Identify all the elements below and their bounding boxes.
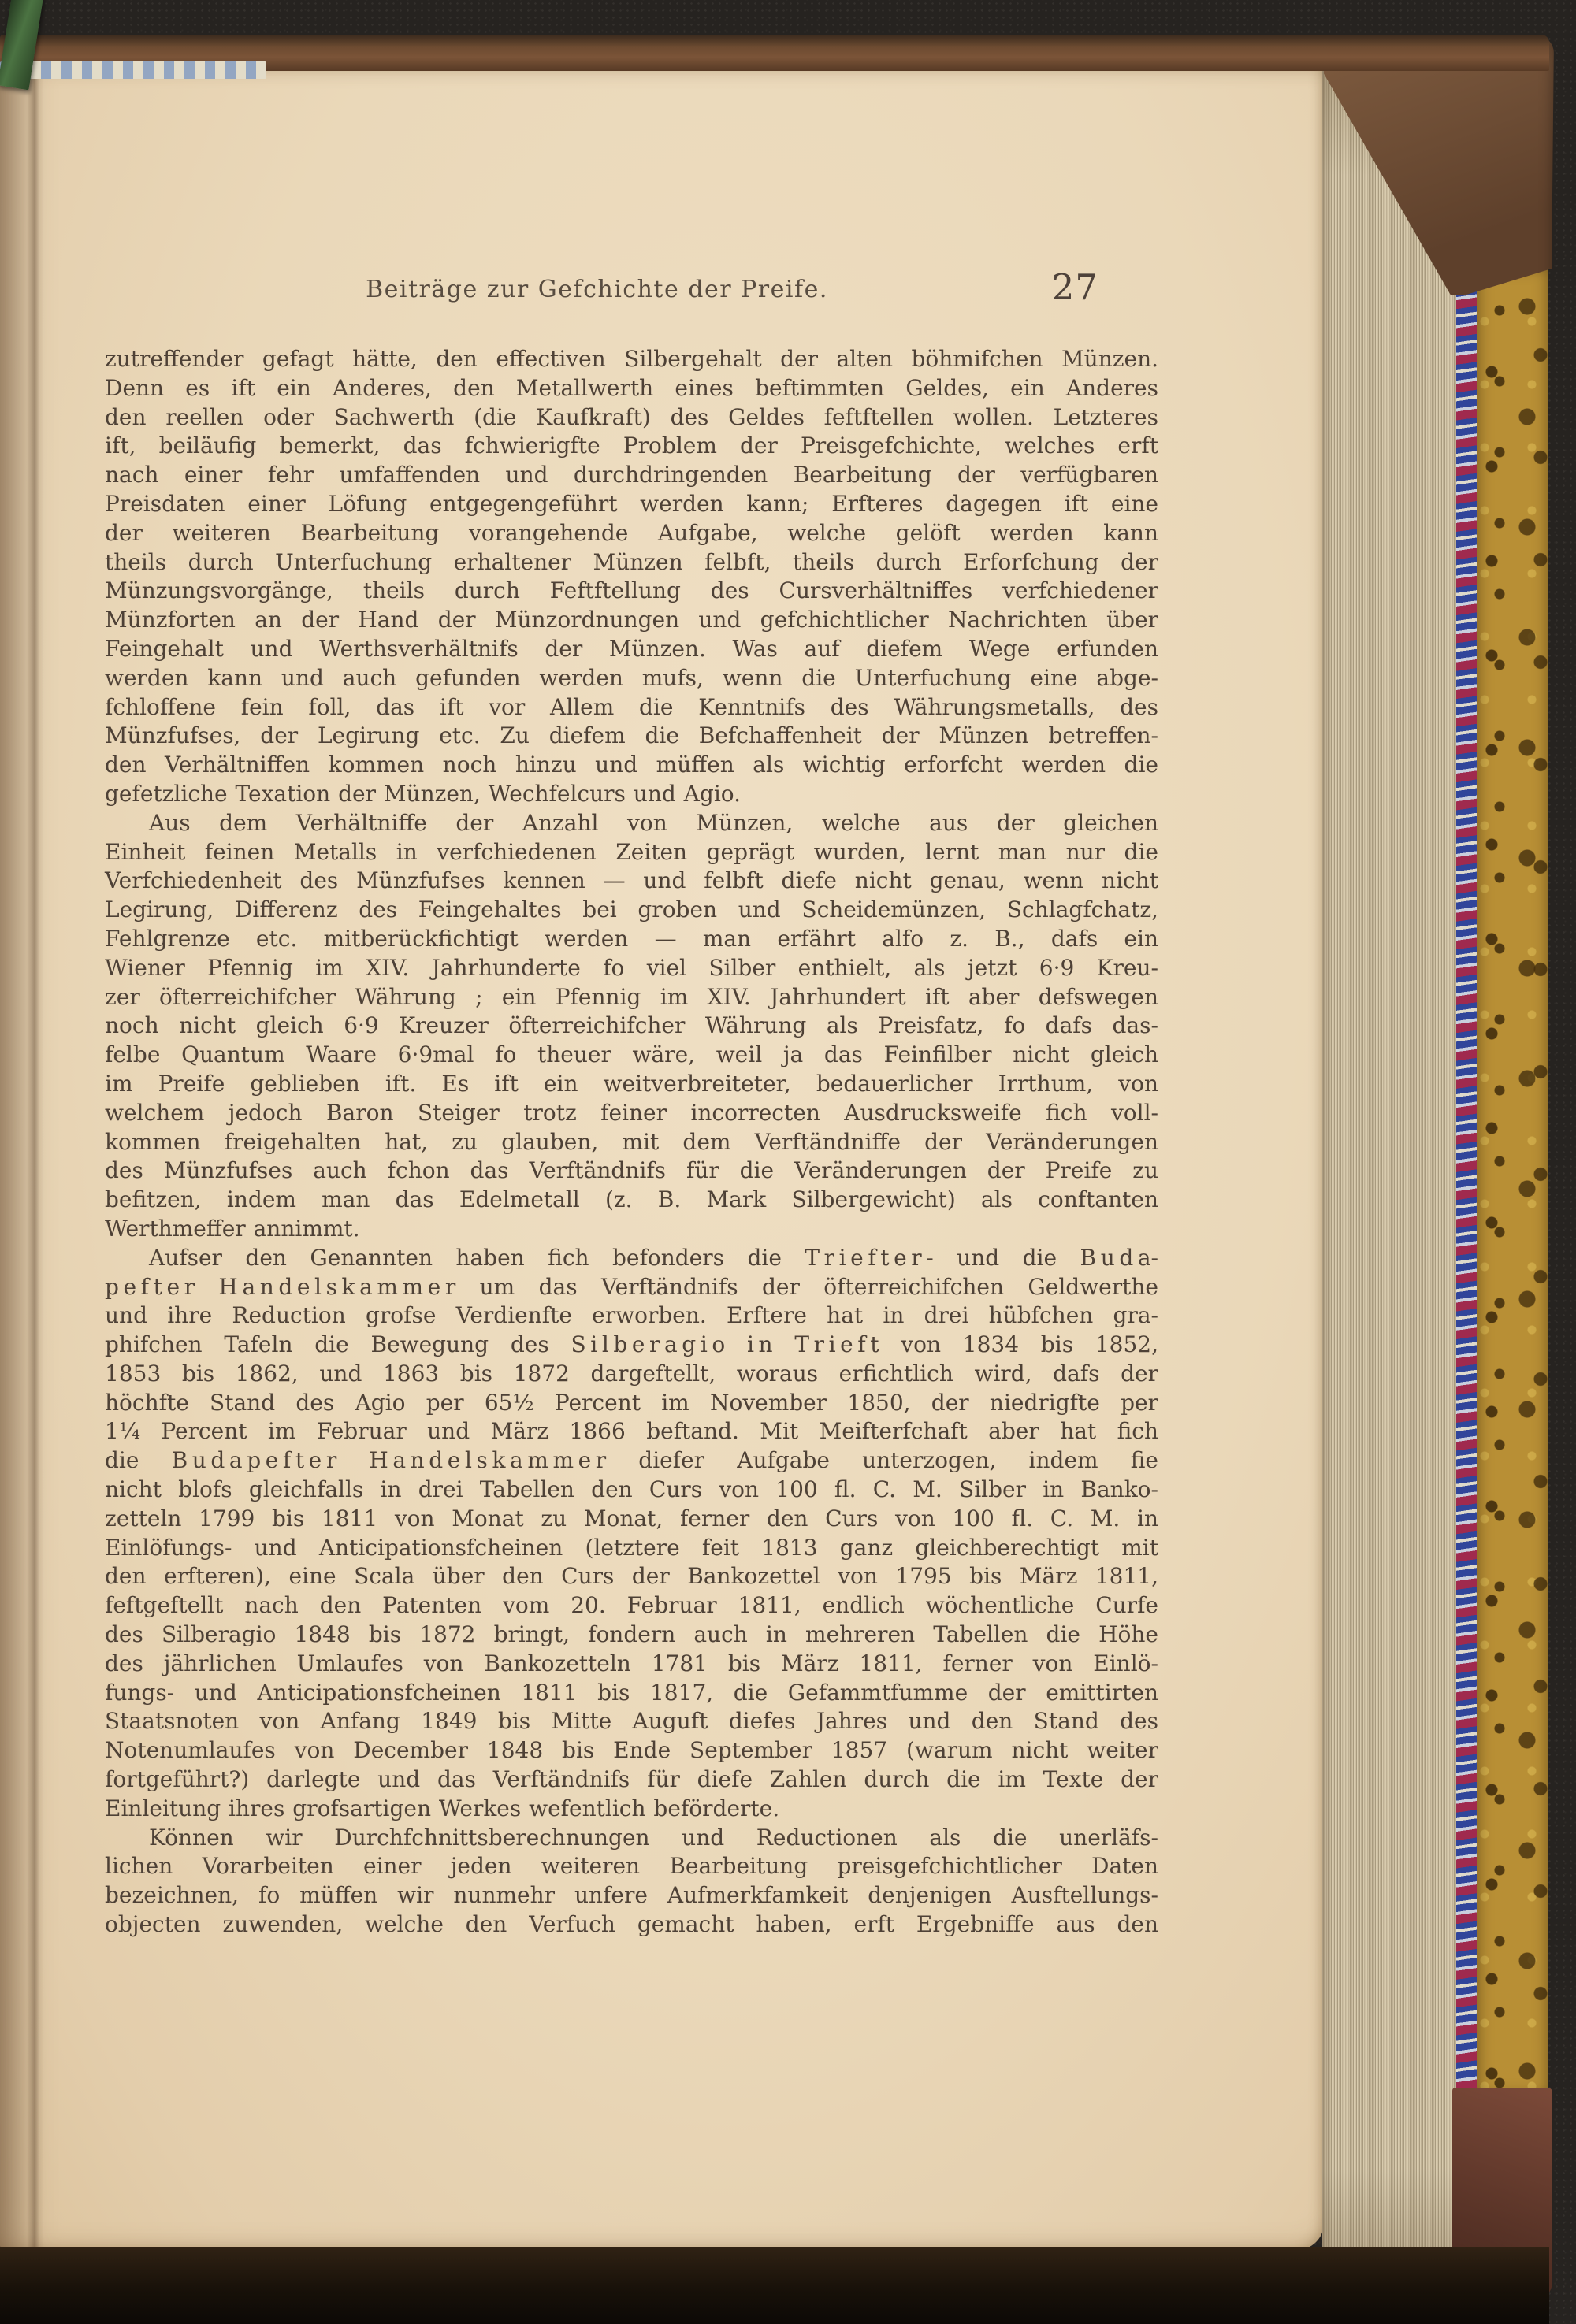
paragraph: [105, 1244, 1158, 1824]
text-line: Werthmeffer annimmt.: [105, 1215, 360, 1242]
text-line: 1853 bis 1862, und 1863 bis 1872 dargeftellt, woraus erfichtlich wird, dafs der: [105, 1360, 1158, 1387]
text-line: des jährlichen Umlaufes von Bankozetteln 1781 bis März 1811, ferner von Einlö-: [105, 1650, 1158, 1676]
text-line: Wiener Pfennig im XIV. Jahrhunderte fo viel Silber enthielt, als jetzt 6·9 Kreu-: [105, 954, 1158, 981]
text-line: Legirung, Differenz des Feingehaltes bei groben und Scheidemünzen, Schlagfchatz,: [105, 897, 1158, 923]
text-block: [105, 345, 1158, 1940]
page-gutter-shadow: [27, 68, 44, 2250]
text-line: welchem jedoch Baron Steiger trotz feiner incorrecten Ausdrucksweife fich voll-: [105, 1099, 1158, 1126]
text-line: kommen freigehalten hat, zu glauben, mit dem Verftändniffe der Veränderungen: [105, 1128, 1158, 1155]
paragraph: [105, 809, 1158, 1244]
text-line: zer öfterreichifcher Währung ; ein Pfennig im XIV. Jahrhundert ift aber defswegen: [105, 983, 1158, 1010]
text-line: Feingehalt und Werthsverhältnifs der Münzen. Was auf diefem Wege erfunden: [105, 635, 1158, 662]
text-line: nach einer fehr umfaffenden und durchdringenden Bearbeitung der verfügbaren: [105, 462, 1158, 488]
text-line: objecten zuwenden, welche den Verfuch gemacht haben, erft Ergebniffe aus den: [105, 1911, 1158, 1938]
text-line: Münzfufses, der Legirung etc. Zu diefem die Befchaffenheit der Münzen betreffen-: [105, 722, 1158, 749]
text-line: die B u d a p e f t e r H a n d e l s k a m m e r diefer Aufgabe unterzogen, indem fie: [105, 1447, 1158, 1474]
text-line: befitzen, indem man das Edelmetall (z. B. Mark Silbergewicht) als conftanten: [105, 1186, 1158, 1213]
marbled-endpaper-strip: [1456, 290, 1478, 2259]
text-line: Fehlgrenze etc. mitberückfichtigt werden — man erfährt alfo z. B., dafs ein: [105, 925, 1158, 952]
text-line: der weiteren Bearbeitung vorangehende Aufgabe, welche gelöft werden kann: [105, 519, 1158, 546]
text-line: fortgeführt?) darlegte und das Verftändnifs für diefe Zahlen durch die im Texte der: [105, 1766, 1158, 1793]
text-line: Einlöfungs- und Anticipationsfcheinen (letztere feit 1813 ganz gleichberechtigt mit: [105, 1534, 1158, 1561]
text-line: Münzforten an der Hand der Münzordnungen und gefchichtlicher Nachrichten über: [105, 607, 1158, 633]
page-stack-fore-edge: [1322, 66, 1456, 2263]
text-line: Aus dem Verhältniffe der Anzahl von Münzen, welche aus der gleichen: [149, 809, 1158, 836]
text-line: Verfchiedenheit des Münzfufses kennen — und felbft diefe nicht genau, wenn nicht: [105, 867, 1158, 894]
text-line: Münzungsvorgänge, theils durch Feftftellung des Cursverhältniffes verfchiedener: [105, 577, 1158, 604]
page-title: Beiträge zur Gefchichte der Preife.: [366, 276, 828, 303]
text-line: bezeichnen, fo müffen wir nunmehr unfere Aufmerkfamkeit denjenigen Ausftellungs-: [105, 1882, 1158, 1909]
text-line: ift, beiläufig bemerkt, das fchwierigfte Problem der Preisgefchichte, welches erft: [105, 433, 1158, 459]
text-line: Notenumlaufes von December 1848 bis Ende September 1857 (warum nicht weiter: [105, 1737, 1158, 1764]
text-line: theils durch Unterfuchung erhaltener Münzen felbft, theils durch Erforfchung der: [105, 548, 1158, 575]
text-line: fungs- und Anticipationsfcheinen 1811 bis 1817, die Gefammtfumme der emittirten: [105, 1679, 1158, 1706]
text-line: gefetzliche Texation der Münzen, Wechfelcurs und Agio.: [105, 780, 742, 807]
text-line: 1¼ Percent im Februar und März 1866 beftand. Mit Meifterfchaft aber hat fich: [105, 1418, 1158, 1445]
text-line: Können wir Durchfchnittsberechnungen und Reductionen als die unerläfs-: [149, 1824, 1158, 1851]
paragraph: [105, 1824, 1158, 1940]
text-line: p e f t e r H a n d e l s k a m m e r um das Verftändnifs der öfterreichifchen Geldwerthe: [105, 1273, 1158, 1300]
text-line: und ihre Reduction grofse Verdienfte erworben. Erftere hat in drei hübfchen gra-: [105, 1302, 1158, 1329]
text-line: des Münzfufses auch fchon das Verftändnifs für die Veränderungen der Preife zu: [105, 1157, 1158, 1184]
text-line: Preisdaten einer Löfung entgegengeführt werden kann; Erfteres dagegen ift eine: [105, 490, 1158, 517]
text-line: Einheit feinen Metalls in verfchiedenen Zeiten geprägt wurden, lernt man nur die: [105, 838, 1158, 865]
text-line: nicht blofs gleichfalls in drei Tabellen den Curs von 100 fl. C. M. Silber in Banko-: [105, 1476, 1158, 1503]
text-line: des Silberagio 1848 bis 1872 bringt, fondern auch in mehreren Tabellen die Höhe: [105, 1621, 1158, 1648]
running-header: [105, 266, 1158, 326]
text-line: phifchen Tafeln die Bewegung des S i l b e r a g i o i n T r i e f t von 1834 bis 1852,: [105, 1331, 1158, 1358]
text-line: noch nicht gleich 6·9 Kreuzer öfterreichifcher Währung als Preisfatz, fo dafs das-: [105, 1012, 1158, 1039]
text-line: höchfte Stand des Agio per 65½ Percent im November 1850, der niedrigfte per: [105, 1389, 1158, 1416]
paragraph: [105, 345, 1158, 809]
text-line: den erfteren), eine Scala über den Curs der Bankozettel von 1795 bis März 1811,: [105, 1563, 1158, 1590]
text-line: Denn es ift ein Anderes, den Metallwerth eines beftimmten Geldes, ein Anderes: [105, 374, 1158, 401]
book-bottom-shadow: [0, 2247, 1549, 2324]
text-line: feftgeftellt nach den Patenten vom 20. Februar 1811, endlich wöchentliche Curfe: [105, 1592, 1158, 1619]
text-line: fchloffene fein foll, das ift vor Allem die Kenntnifs des Währungsmetalls, des: [105, 693, 1158, 720]
text-line: lichen Vorarbeiten einer jeden weiteren Bearbeitung preisgefchichtlicher Daten: [105, 1853, 1158, 1880]
text-line: den reellen oder Sachwerth (die Kaufkraft) des Geldes feftftellen wollen. Letzteres: [105, 403, 1158, 430]
text-line: zutreffender gefagt hätte, den effectiven Silbergehalt der alten böhmifchen Münzen.: [105, 346, 1158, 372]
text-line: werden kann und auch gefunden werden mufs, wenn die Unterfuchung eine abge-: [105, 664, 1158, 691]
text-line: im Preife geblieben ift. Es ift ein weitverbreiteter, bedauerlicher Irrthum, von: [105, 1070, 1158, 1097]
headband-stripes: [0, 61, 266, 79]
marbled-cover-board: [1478, 268, 1548, 2096]
text-line: zetteln 1799 bis 1811 von Monat zu Monat, ferner den Curs von 100 fl. C. M. in: [105, 1505, 1158, 1531]
text-line: Einleitung ihres grofsartigen Werkes wefentlich beförderte.: [105, 1795, 780, 1821]
text-line: den Verhältniffen kommen noch hinzu und müffen als wichtig erforfcht werden die: [105, 752, 1158, 778]
text-line: felbe Quantum Waare 6·9mal fo theuer wäre, weil ja das Feinfilber nicht gleich: [105, 1041, 1158, 1068]
text-line: Aufser den Genannten haben fich befonders die T r i e f t e r - und die B u d a-: [149, 1244, 1158, 1271]
page-number: 27: [1051, 266, 1098, 308]
text-line: Staatsnoten von Anfang 1849 bis Mitte Auguft diefes Jahres und den Stand des: [105, 1708, 1158, 1735]
